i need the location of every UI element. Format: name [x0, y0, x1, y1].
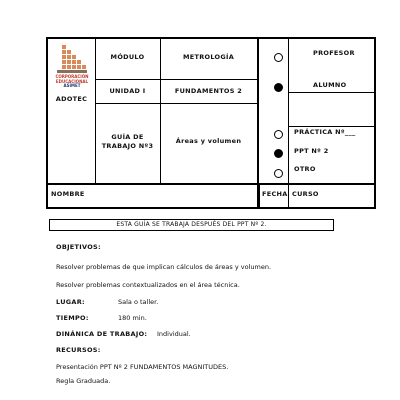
ppt-label: PPT Nº 2: [294, 147, 329, 155]
alumno-label: ALUMNO: [313, 81, 347, 89]
modulo-value: METROLOGÍA: [182, 53, 235, 61]
guia-label: GUÍA DE TRABAJO Nº3: [101, 133, 154, 150]
dinamica-label: DINÁNICA DE TRABAJO:: [56, 330, 148, 338]
logo-text: CORPORACIÓN EDUCACIONAL ASIMET: [55, 74, 89, 88]
lugar-label: LUGAR:: [56, 298, 85, 306]
profesor-radio[interactable]: [274, 53, 283, 62]
header-table: [46, 37, 376, 209]
objetivo-2: Resolver problemas contextualizados en el área técnica.: [56, 281, 240, 289]
instruction-banner: ESTA GUÍA SE TRABAJA DESPUÉS DEL PPT Nº 2.: [49, 219, 334, 231]
otro-label: OTRO: [294, 165, 316, 173]
org-name: ADOTEC: [55, 95, 88, 103]
fecha-label: FECHA: [262, 190, 288, 198]
unidad-value: FUNDAMENTOS 2: [174, 87, 243, 95]
ppt-radio[interactable]: [274, 149, 283, 158]
otro-radio[interactable]: [274, 169, 283, 178]
dinamica-value: Individual.: [157, 330, 191, 338]
lugar-value: Sala o taller.: [118, 298, 159, 306]
tiempo-label: TIEMPO:: [56, 314, 89, 322]
practica-label: PRÁCTICA Nº___: [294, 128, 356, 136]
guia-value: Áreas y volumen: [175, 137, 242, 145]
profesor-label: PROFESOR: [313, 49, 355, 57]
modulo-label: MÓDULO: [110, 53, 145, 61]
objetivo-1: Resolver problemas de que implican cálculos de áreas y volumen.: [56, 263, 272, 271]
unidad-label: UNIDAD I: [109, 87, 146, 95]
nombre-label: NOMBRE: [51, 190, 85, 198]
practica-radio[interactable]: [274, 130, 283, 139]
tiempo-value: 180 min.: [118, 314, 147, 322]
alumno-radio[interactable]: [274, 83, 283, 92]
curso-label: CURSO: [292, 190, 319, 198]
recurso-2: Regla Graduada.: [56, 377, 111, 385]
recurso-1: Presentación PPT Nº 2 FUNDAMENTOS MAGNITUDES.: [56, 363, 229, 371]
objetivos-heading: OBJETIVOS:: [56, 243, 101, 251]
recursos-heading: RECURSOS:: [56, 346, 101, 354]
